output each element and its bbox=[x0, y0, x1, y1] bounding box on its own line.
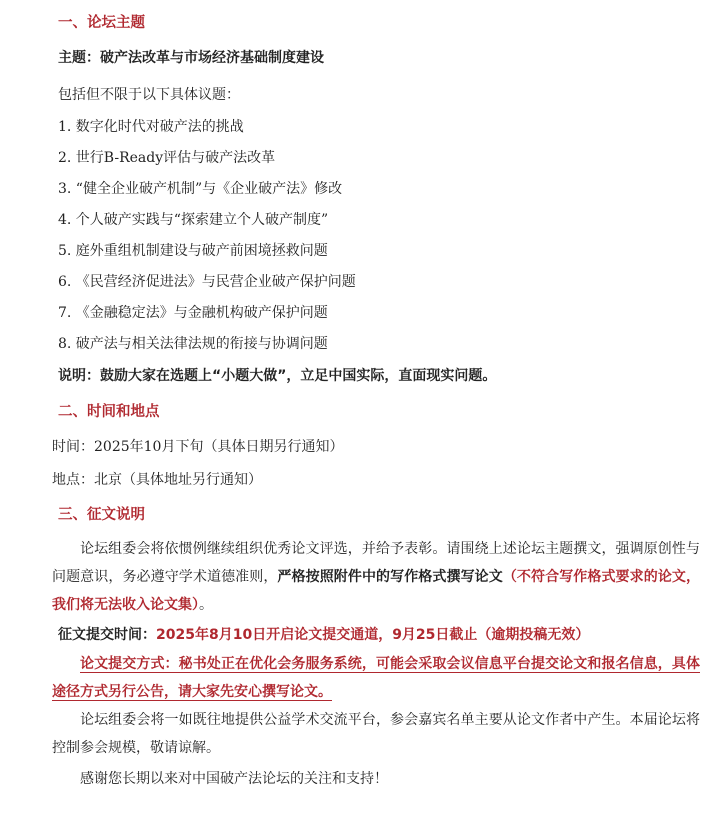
section-3-heading: 三、征文说明 bbox=[58, 507, 145, 523]
topic-note: 说明：鼓励大家在选题上“小题大做”，立足中国实际，直面现实问题。 bbox=[58, 368, 497, 384]
deadline-label: 征文提交时间： bbox=[58, 627, 156, 643]
topic-item: 3. “健全企业破产机制”与《企业破产法》修改 bbox=[58, 181, 343, 197]
topic-item: 5. 庭外重组机制建设与破产前困境拯救问题 bbox=[58, 243, 328, 259]
thanks-line: 感谢您长期以来对中国破产法论坛的关注和支持！ bbox=[80, 771, 388, 787]
closing-paragraph: 论坛组委会将一如既往地提供公益学术交流平台，参会嘉宾名单主要从论文作者中产生。本届论坛将控制参会规模，敬请谅解。 bbox=[52, 712, 700, 756]
topics-intro: 包括但不限于以下具体议题： bbox=[58, 87, 240, 103]
paragraph-end: 。 bbox=[199, 597, 213, 613]
format-warning: （不符合写作格式要求的论文，我们将无法收入论文集） bbox=[52, 569, 700, 613]
event-time: 时间：2025年10月下旬（具体日期另行通知） bbox=[52, 439, 344, 455]
topic-item: 8. 破产法与相关法律法规的衔接与协调问题 bbox=[58, 336, 328, 352]
submission-method: 论文提交方式：秘书处正在优化会务服务系统，可能会采取会议信息平台提交论文和报名信息，具体途径方式另行公告，请大家先安心撰写论文。 bbox=[52, 656, 700, 700]
topic-item: 4. 个人破产实践与“探索建立个人破产制度” bbox=[58, 212, 329, 228]
topic-item: 2. 世行B-Ready评估与破产法改革 bbox=[58, 150, 276, 166]
topic-item: 1. 数字化时代对破产法的挑战 bbox=[58, 119, 244, 135]
topic-item: 6. 《民营经济促进法》与民营企业破产保护问题 bbox=[58, 274, 356, 290]
format-requirement: 严格按照附件中的写作格式撰写论文 bbox=[277, 569, 503, 585]
topic-item: 7. 《金融稳定法》与金融机构破产保护问题 bbox=[58, 305, 328, 321]
deadline-line bbox=[58, 624, 589, 644]
section-1-heading: 一、论坛主题 bbox=[58, 15, 145, 31]
forum-theme: 主题：破产法改革与市场经济基础制度建设 bbox=[58, 50, 324, 66]
submission-paragraph bbox=[52, 535, 700, 619]
deadline-value: 2025年8月10日开启论文提交通道，9月25日截止（逾期投稿无效） bbox=[156, 627, 590, 643]
section-2-heading: 二、时间和地点 bbox=[58, 404, 160, 420]
event-place: 地点：北京（具体地址另行通知） bbox=[52, 472, 262, 488]
submission-text: 论坛组委会将依惯例继续组织优秀论文评选，并给予表彰。请围绕上述论坛主题撰文，强调原创性与问题意识，务必遵守学术道德准则， bbox=[52, 541, 700, 585]
